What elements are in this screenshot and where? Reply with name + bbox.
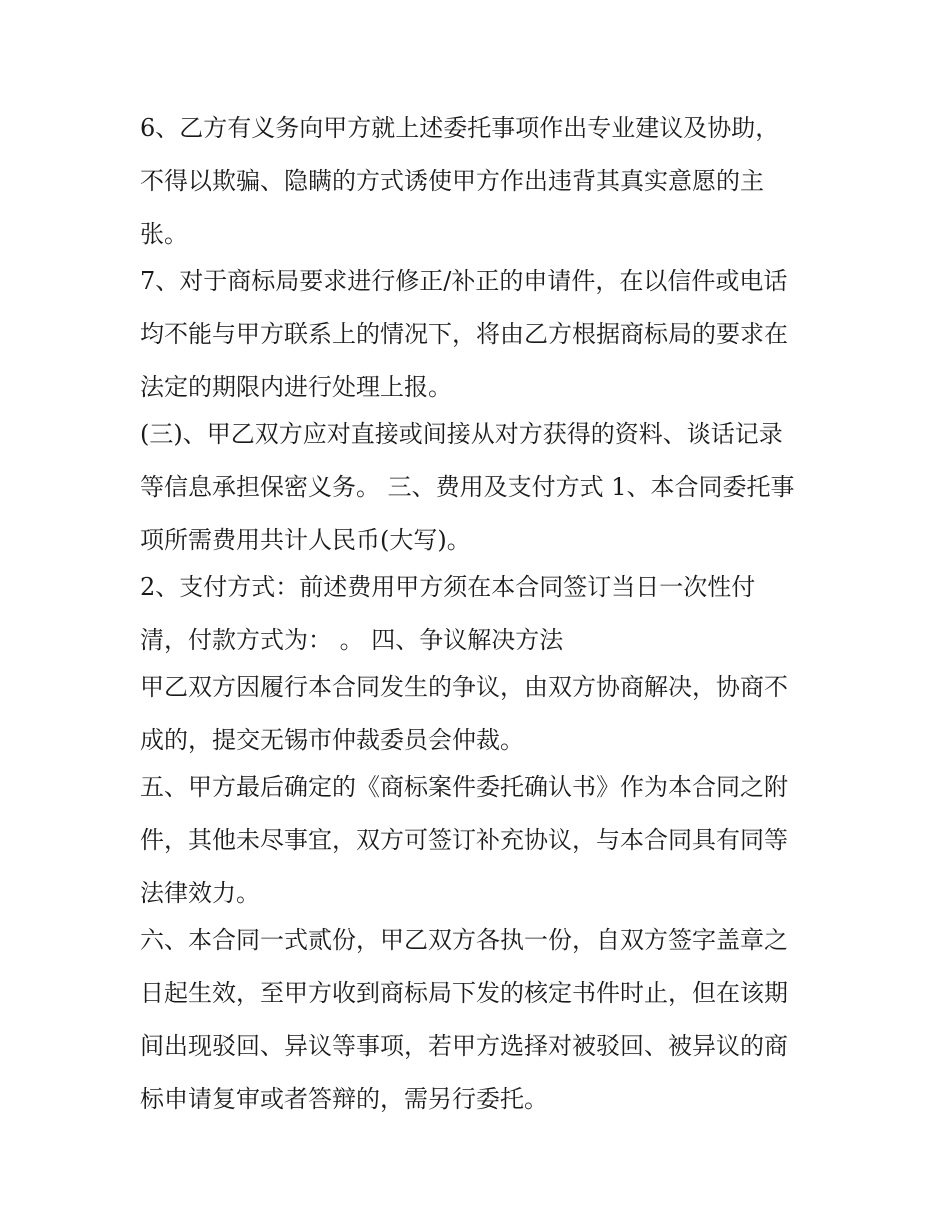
- text-line: 项所需费用共计人民币(大写)。: [140, 526, 471, 554]
- text-line: 张。: [140, 220, 188, 248]
- text-line: 五、甲方最后确定的《商标案件委托确认书》作为本合同之附: [140, 773, 788, 801]
- text-line: 7、对于商标局要求进行修正/补正的申请件，在以信件或电话: [140, 267, 788, 295]
- text-line: 件，其他未尽事宜，双方可签订补充协议，与本合同具有同等: [140, 826, 788, 854]
- text-line: 间出现驳回、异议等事项，若甲方选择对被驳回、被异议的商: [140, 1032, 788, 1060]
- text-line: 标申请复审或者答辩的，需另行委托。: [140, 1085, 548, 1113]
- text-line: 六、本合同一式贰份，甲乙双方各执一份，自双方签字盖章之: [140, 926, 788, 954]
- text-line: 法定的期限内进行处理上报。: [140, 373, 452, 401]
- text-line: 甲乙双方因履行本合同发生的争议，由双方协商解决，协商不: [140, 673, 788, 701]
- text-line: 日起生效，至甲方收到商标局下发的核定书件时止，但在该期: [140, 979, 788, 1007]
- text-line: 成的，提交无锡市仲裁委员会仲裁。: [140, 726, 524, 754]
- text-line: 均不能与甲方联系上的情况下，将由乙方根据商标局的要求在: [140, 320, 788, 348]
- text-line: 不得以欺骗、隐瞒的方式诱使甲方作出违背其真实意愿的主: [140, 167, 764, 195]
- text-line: 清，付款方式为： 。 四、争议解决方法: [140, 626, 564, 654]
- text-line: 6、乙方有义务向甲方就上述委托事项作出专业建议及协助，: [140, 114, 780, 142]
- text-line: 2、支付方式：前述费用甲方须在本合同签订当日一次性付: [140, 573, 756, 601]
- text-line: (三)、甲乙双方应对直接或间接从对方获得的资料、谈话记录: [140, 420, 783, 448]
- text-line: 法律效力。: [140, 879, 260, 907]
- text-line: 等信息承担保密义务。 三、费用及支付方式 1、本合同委托事: [140, 473, 795, 501]
